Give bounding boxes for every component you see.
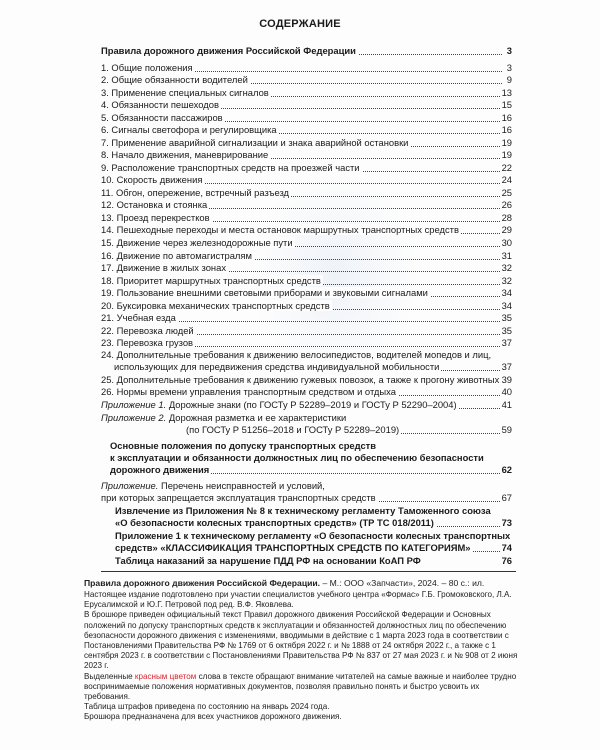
toc-entry-title: 23. Перевозка грузов (101, 337, 194, 349)
toc-entry (101, 162, 512, 174)
toc-entry (101, 199, 512, 211)
toc-entry-page: 32 (501, 274, 512, 286)
toc-section-rules (101, 45, 512, 57)
toc-app-list-line1: Приложение. Перечень неисправностей и условий, (101, 480, 325, 491)
toc-entry-title: 4. Обязанности пешеходов (101, 99, 219, 111)
publication-info (84, 578, 524, 723)
toc-entry-title: 18. Приоритет маршрутных транспортных средств (101, 274, 321, 286)
toc-entry-title: 9. Расположение транспортных средств на проезжей части (101, 161, 360, 173)
toc-entry-page: 32 (501, 262, 512, 273)
toc-entry (101, 287, 512, 299)
toc-entry-title: 6. Сигналы светофора и регулировщика (101, 124, 277, 136)
toc-entry-page: 9 (506, 74, 512, 86)
info-red-note: Выделенные красным цветом слова в тексте обращают внимание читателей на самые важные и наиболее трудно воспринимаемые положения нормативных документов, позволяя правильно понять и быстро усвоить их требования. (84, 671, 517, 702)
toc-entry-title: 13. Проезд перекрестков (101, 211, 210, 223)
toc-entry (101, 237, 512, 249)
toc-entry-title: 5. Обязанности пассажиров (101, 111, 223, 123)
toc-entry-title: 8. Начало движения, маневрирование (101, 149, 269, 161)
toc-entry-24-cont: использующих для передвижения средства индивидуальной мобильности 37 (114, 361, 512, 372)
toc-entry-page: 19 (501, 136, 512, 148)
toc-extract-line1: Извлечение из Приложения № 8 к техническому регламенту Таможенного союза (115, 505, 491, 516)
toc-entry-title: 14. Пешеходные переходы и места остановок маршрутных транспортных средств (101, 224, 459, 236)
toc-entry-page: 29 (501, 224, 512, 236)
toc-entry (101, 74, 512, 86)
toc-entry-title: 10. Скорость движения (101, 174, 203, 186)
toc-entry-page: 19 (501, 149, 512, 161)
info-fines-date: Таблица штрафов приведена по состоянию на январь 2024 года. (84, 702, 330, 712)
toc-appendix-1: Приложение 1. Дорожные знаки (по ГОСТу Р 52289–2019 и ГОСТу Р 52290–2004) 41 (101, 399, 512, 410)
toc-entry-title: 22. Перевозка людей (101, 324, 194, 336)
toc-entry-24: 24. Дополнительные требования к движению велосипедистов, водителей мопедов и лиц, (101, 349, 492, 360)
toc-entry (101, 337, 512, 349)
toc-entry-25: 25. Дополнительные требования к движению гужевых повозок, а также к прогону животных 39 (101, 374, 512, 385)
toc-entry (101, 99, 512, 111)
toc-entry (101, 262, 512, 274)
toc-entry (101, 62, 512, 74)
toc-entry (101, 275, 512, 287)
pub-title: Правила дорожного движения Российской Федерации. (84, 578, 321, 588)
toc-entry-title: 16. Движение по автомагистралям (101, 249, 252, 261)
toc-entry-page: 13 (501, 86, 512, 98)
toc-entry-page: 35 (501, 312, 512, 324)
toc-entry-title: 12. Остановка и стоянка (101, 199, 208, 211)
toc-entry-page: 24 (501, 174, 512, 186)
toc-entry-page: 34 (501, 287, 512, 299)
toc-entry-page: 37 (501, 337, 512, 349)
toc-entry (101, 325, 512, 337)
toc-entry-title: Правила дорожного движения Российской Федерации (101, 45, 356, 56)
toc-entry (101, 124, 512, 136)
toc-entry-title: 3. Применение специальных сигналов (101, 86, 269, 98)
toc-entry-page: 30 (501, 236, 512, 248)
toc-basic-line2: к эксплуатации и обязанности должностных лиц по обеспечению безопасности (110, 452, 484, 463)
info-description: В брошюре приведен официальный текст Правил дорожного движения Российской Федерации и Основных положений по допуску транспортных средств к эксплуатации и обязанностей должностных лиц по обеспечению безопасности дорожного движения с изменениями, вводимыми в действие с 1 марта 2023 года в соответствии с Постановлениями Правительства РФ № 1769 от 6 октября 2022 г. и № 1888 от 24 октября 2022 г., а также с 1 сентября 2023 г. в соответствии с Постановлениями Правительства РФ № 837 от 27 мая 2023 г. и № 908 от 2 июня 2023 г. (84, 610, 518, 671)
toc-basic-line1: Основные положения по допуску транспортных средств (110, 440, 377, 451)
toc-extract-line2: «О безопасности колесных транспортных средств» (ТР ТС 018/2011) 73 (115, 517, 512, 528)
toc-entry (101, 300, 512, 312)
toc-entry-title: 20. Буксировка механических транспортных средств (101, 299, 330, 311)
toc-entry-title: 2. Общие обязанности водителей (101, 74, 248, 86)
toc-app-tech-line2: средств» «КЛАССИФИКАЦИЯ ТРАНСПОРТНЫХ СРЕДСТВ ПО КАТЕГОРИЯМ» 74 (115, 542, 512, 553)
toc-entry (101, 212, 512, 224)
toc-entry-page: 34 (501, 299, 512, 311)
toc-entry (101, 224, 512, 236)
pub-details: – М.: ООО «Запчасти», 2024. – 80 с.: ил. (320, 578, 485, 588)
toc-entry-page: 16 (501, 124, 512, 136)
toc-entry-page: 22 (501, 161, 512, 173)
toc-entry-page: 25 (501, 186, 512, 198)
toc-appendix-2-cont: (по ГОСТу Р 51256–2018 и ГОСТу Р 52289–2019) 59 (186, 424, 512, 435)
toc-entry-page: 35 (501, 324, 512, 336)
info-authors: Настоящее издание подготовлено при участии специалистов учебного центра «Формас» Г.Б. Громоковского, Л.А. Ерусалимской и Ю.Г. Петровой под ред. В.Ф. Яковлева. (84, 590, 512, 610)
toc-appendix-2: Приложение 2. Дорожная разметка и ее характеристики (101, 412, 347, 423)
toc-entry-page: 26 (501, 199, 512, 211)
toc-entry-page: 28 (501, 211, 512, 223)
toc-app-tech-line1: Приложение 1 к техническому регламенту «О безопасности колесных транспортных (115, 530, 511, 541)
info-audience: Брошюра предназначена для всех участников дорожного движения. (84, 712, 342, 722)
toc-entry-title: 11. Обгон, опережение, встречный разъезд (101, 186, 290, 198)
toc-entry-26: 26. Нормы времени управления транспортным средством и отдыха 40 (101, 386, 512, 397)
toc-entry-title: 7. Применение аварийной сигнализации и знака аварийной остановки (101, 136, 409, 148)
toc-entry (101, 87, 512, 99)
toc-basic-line3: дорожного движения 62 (110, 464, 512, 475)
toc-entry (101, 149, 512, 161)
toc-entry (101, 312, 512, 324)
divider (101, 571, 516, 572)
toc-entry-page: 15 (501, 99, 512, 111)
toc-entry-title: 1. Общие положения (101, 61, 193, 73)
page-title: СОДЕРЖАНИЕ (259, 18, 341, 30)
toc-entry (101, 112, 512, 124)
toc-entry (101, 187, 512, 199)
toc-entry-page: 31 (501, 249, 512, 261)
toc-entry-title: 21. Учебная езда (101, 312, 176, 324)
toc-entry-page: 3 (506, 45, 512, 56)
toc-entry (101, 174, 512, 186)
toc-entry (101, 137, 512, 149)
toc-entry-page: 16 (501, 111, 512, 123)
toc-entry-title: 19. Пользование внешними световыми приборами и звуковыми сигналами (101, 287, 428, 299)
toc-entry (101, 250, 512, 262)
toc-entry-title: 17. Движение в жилых зонах (101, 262, 227, 273)
toc-entry-page: 3 (506, 61, 512, 73)
toc-entry-title: 15. Движение через железнодорожные пути (101, 236, 293, 248)
toc-fines: Таблица наказаний за нарушение ПДД РФ на основании КоАП РФ 76 (115, 555, 512, 566)
toc-app-list-line2: при которых запрещается эксплуатация транспортных средств 67 (101, 492, 512, 503)
